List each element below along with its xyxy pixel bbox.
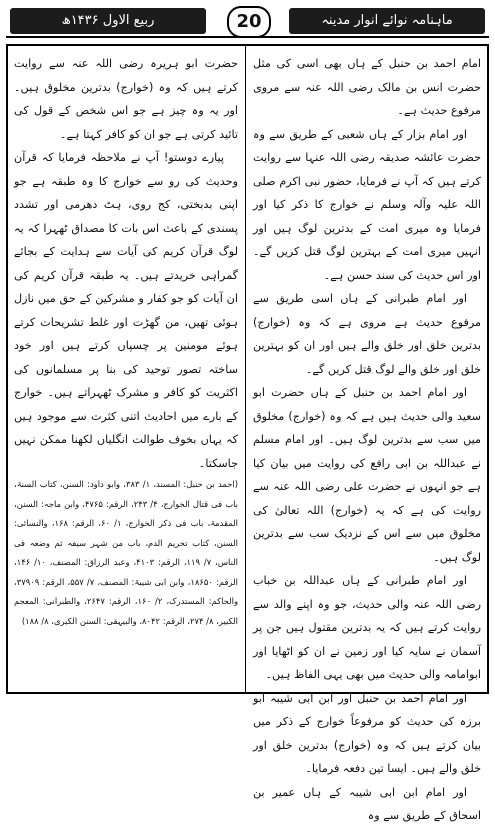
- paragraph: اور امام طبرانی کے ہاں عبداللہ بن خباب رضی اللہ عنہ والی حدیث، جو وہ اپنے والد سے روایت کرتے ہیں کہ یہ بدترین مقتول ہیں جن پر آسمان نے سایہ کیا اور زمین نے ان کو اٹھایا اور ابوامامہ والی حدیث میں بھی یہی الفاظ ہیں۔: [253, 574, 481, 681]
- right-column: [253, 52, 481, 828]
- paragraph: اور امام ابن ابی شیبہ کے ہاں عمیر بن اسحاق کے طریق سے وہ: [253, 785, 481, 822]
- references-footnote: (احمد بن حنبل: المسند، ۱/ ۳۸۳، وابو داود: السنن، کتاب السنۃ، باب فی قتال الخوارج، ۴/ ۲۴۳، الرقم: ۴۷۶۵، وابن ماجہ: السنن، المقدمۃ، باب فی ذکر الخوارج، ۱/ ۶۰، الرقم: ۱۶۸، والنسائی: السنن، کتاب تحریم الدم، باب من شہر سیفہ ثم وضعہ فی الناس، ۷/ ۱۱۹، الرقم: ۴۱۰۳، وعبد الرزاق: المصنف، ۱۰/ ۱۴۶، الرقم: ۱۸۶۵۰، وابن ابی شیبۃ: المصنف، ۷/ ۵۵۷، الرقم: ۳۷۹۰۹، والحاکم: المستدرک، ۲/ ۱۶۰، الرقم: ۲۶۴۷، والطبرانی: المعجم الکبیر، ۸/ ۲۷۴، الرقم: ۸۰۴۲، والبیہقی: السنن الکبری، ۸/ ۱۸۸): [14, 479, 239, 626]
- page-header: [6, 6, 489, 42]
- paragraph: اور امام احمد بن حنبل کے ہاں حضرت ابو سعید والی حدیث ہیں ہے کہ وہ (خوارج) مخلوق میں سب سے بدترین لوگ ہیں۔ اور امام مسلم نے عبداللہ بن ابی رافع کی روایت میں بیان کیا ہے جو انہوں نے حضرت علی رضی اللہ عنہ سے روایت کی ہے کہ یہ (خوارج) اللہ تعالیٰ کی مخلوق میں سے اس کے نزدیک سب سے بدترین لوگ ہیں۔: [253, 386, 481, 564]
- column-divider: [245, 44, 246, 694]
- page-number: 20: [227, 6, 271, 38]
- issue-date-label: ربیع الاول ۱۴۳۶ھ: [10, 8, 206, 34]
- paragraph: حضرت ابو ہریرہ رضی اللہ عنہ سے روایت کرتے ہیں کہ وہ (خوارج) بدترین مخلوق ہیں۔ اور یہ وہ چیز ہے جو اس شخص کے قول کی تائید کرتی ہے جو ان کو کافر کہتا ہے۔: [14, 57, 238, 141]
- paragraph: اور امام طبرانی کے ہاں اسی طریق سے مرفوع حدیث ہے مروی ہے کہ وہ (خوارج) بدترین خلق اور خلق والے ہیں اور ان کو بہترین خلق اور خلق والے لوگ قتل کریں گے۔: [253, 292, 481, 376]
- paragraph: اور امام بزار کے ہاں شعبی کے طریق سے وہ حضرت عائشہ صدیقہ رضی اللہ عنہا سے روایت کرتے ہیں کہ آپ نے فرمایا، حضور نبی اکرم صلی اللہ علیہ وآلہ وسلم نے خوارج کا ذکر کیا اور فرمایا وہ میری امت کے بدترین لوگ ہیں اور انہیں میری امت کے بہترین لوگ قتل کریں گے۔ اور اس حدیث کی سند حسن ہے۔: [253, 127, 481, 282]
- left-column: [14, 52, 238, 631]
- paragraph: پیارے دوستو! آپ نے ملاحظہ فرمایا کہ قرآن وحدیث کی رو سے خوارج کا وہ طبقہ ہے جو اپنی بدبختی، کج روی، ہٹ دھرمی اور تشدد پسندی کے باعث اس بات کا مصداق ٹھہرا کہ یہ لوگ قرآن کریم کی آیات سے ہدایت کے بجائے گمراہی خریدتے ہیں۔ یہ طبقہ قرآن کریم کی ان آیات کو جو کفار و مشرکین کے حق میں نازل ہوئی تھیں، من گھڑت اور غلط تشریحات کرتے ہوئے مومنین پر چسپاں کرتے ہیں اور خود ساختہ تصور توحید کی بنا پر مسلمانوں کی اکثریت کو کافر و مشرک ٹھہراتے ہیں۔ خوارج کے بارے میں احادیث اتنی کثرت سے موجود ہیں کہ یہاں بخوف طوالت انگلیاں لکھنا ممکن نہیں جاسکتا۔: [14, 151, 238, 470]
- magazine-title: ماہنامہ نوائے انوار مدینہ: [289, 8, 485, 34]
- paragraph: اور امام احمد بن حنبل اور ابن ابی شیبہ ابو برزہ کی حدیث کو مرفوعاً خوارج کے ذکر میں بیان کرتے ہیں کہ وہ (خوارج) بدترین خلق اور خلق والے ہیں۔ ایسا تین دفعہ فرمایا۔: [253, 691, 481, 775]
- paragraph: امام احمد بن حنبل کے ہاں بھی اسی کی مثل حضرت انس بن مالک رضی اللہ عنہ سے مروی مرفوع حدیث ہے۔: [253, 57, 481, 117]
